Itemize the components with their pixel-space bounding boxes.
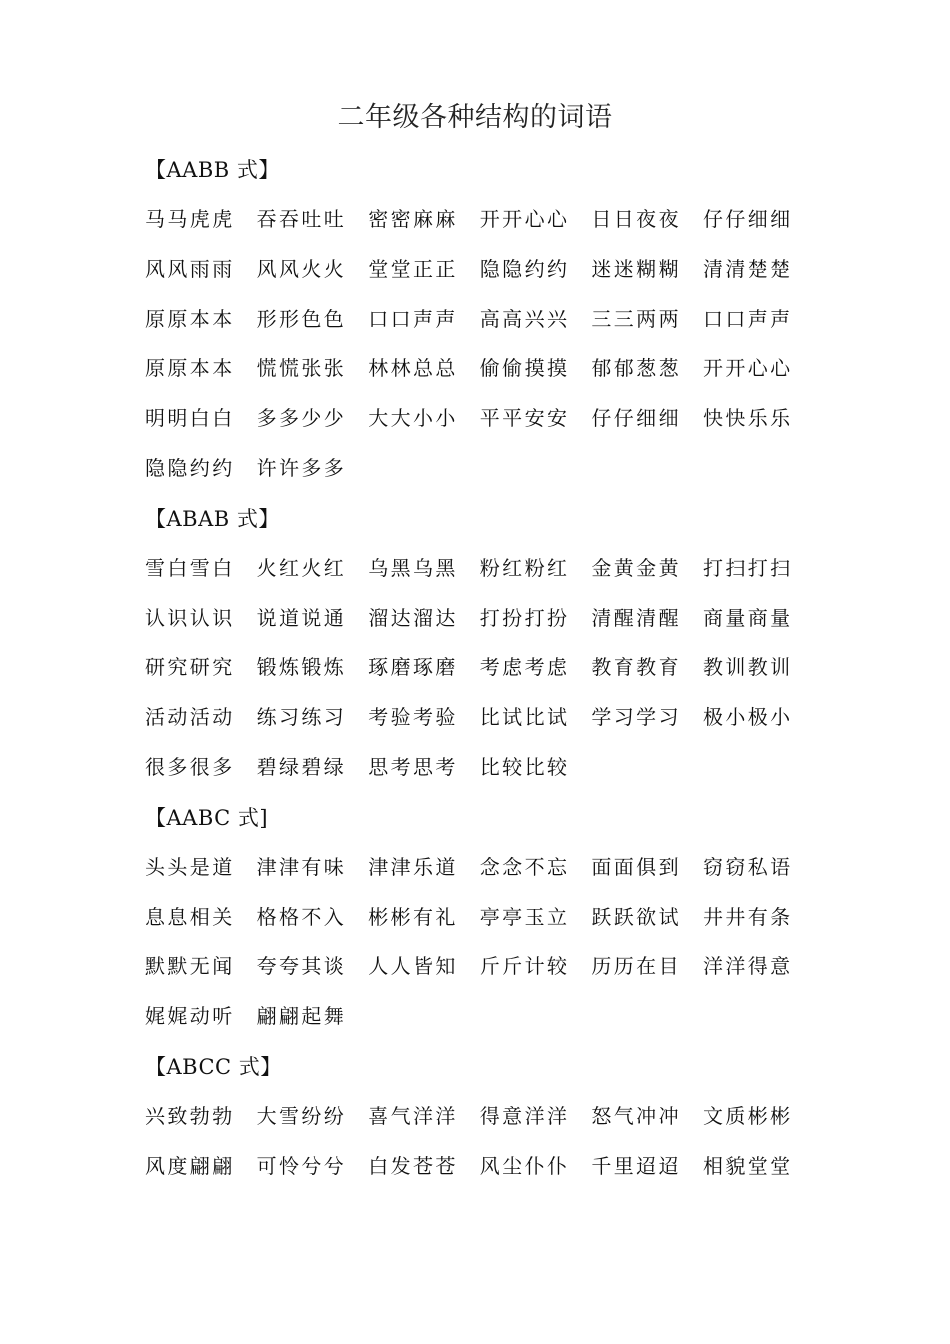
section-aabc xyxy=(145,793,845,1042)
section-abab xyxy=(145,494,845,793)
word-item: 可怜兮兮 xyxy=(256,1153,347,1178)
word-item: 喜气洋洋 xyxy=(368,1103,458,1128)
word-item: 大大小小 xyxy=(368,406,458,431)
section-heading: 【AABB 式】 xyxy=(145,158,280,182)
word-item: 文质彬彬 xyxy=(702,1103,793,1128)
section-abcc xyxy=(145,1042,845,1192)
word-item: 火红火红 xyxy=(256,555,347,580)
word-item: 息息相关 xyxy=(145,904,235,929)
word-item: 得意洋洋 xyxy=(479,1103,570,1128)
word-item: 白发苍苍 xyxy=(368,1153,458,1178)
word-item: 堂堂正正 xyxy=(368,256,458,281)
word-item: 跃跃欲试 xyxy=(591,904,681,929)
word-item: 很多很多 xyxy=(145,754,235,779)
word-item: 极小极小 xyxy=(702,705,793,730)
word-item: 兴致勃勃 xyxy=(145,1103,235,1128)
word-grid xyxy=(145,843,845,1042)
word-item: 清清楚楚 xyxy=(702,256,793,281)
word-item: 清醒清醒 xyxy=(591,605,681,630)
word-list-content xyxy=(145,145,845,1192)
section-aabb xyxy=(145,145,845,494)
word-item: 偷偷摸摸 xyxy=(479,356,570,381)
word-item: 原原本本 xyxy=(145,356,235,381)
word-item: 大雪纷纷 xyxy=(256,1103,347,1128)
word-item: 开开心心 xyxy=(702,356,793,381)
word-item: 慌慌张张 xyxy=(256,356,347,381)
word-item: 学习学习 xyxy=(591,705,681,730)
word-item: 碧绿碧绿 xyxy=(256,754,347,779)
word-item: 仔仔细细 xyxy=(591,406,681,431)
word-item: 隐隐约约 xyxy=(479,256,570,281)
word-item: 粉红粉红 xyxy=(479,555,570,580)
word-item: 溜达溜达 xyxy=(368,605,458,630)
word-item: 默默无闻 xyxy=(145,954,235,979)
section-heading: 【AABC 式] xyxy=(145,805,269,830)
word-item: 面面俱到 xyxy=(591,854,681,879)
section-heading: 【ABCC 式】 xyxy=(145,1054,282,1079)
word-item: 教育教育 xyxy=(591,655,681,680)
word-item: 考验考验 xyxy=(368,705,458,730)
word-item: 隐隐约约 xyxy=(145,455,235,480)
word-item: 吞吞吐吐 xyxy=(256,207,347,231)
word-item: 开开心心 xyxy=(479,207,570,231)
section-heading: 【ABAB 式】 xyxy=(145,506,280,531)
word-item: 雪白雪白 xyxy=(145,555,235,580)
word-item: 仔仔细细 xyxy=(702,207,793,231)
word-item: 思考思考 xyxy=(368,754,458,779)
word-item: 三三两两 xyxy=(591,306,681,331)
word-item: 平平安安 xyxy=(479,406,570,431)
word-item: 比试比试 xyxy=(479,705,570,730)
word-item: 怒气冲冲 xyxy=(591,1103,681,1128)
word-item: 念念不忘 xyxy=(479,854,570,879)
word-item: 津津乐道 xyxy=(368,854,458,879)
word-item: 琢磨琢磨 xyxy=(368,655,458,680)
word-item: 快快乐乐 xyxy=(702,406,793,431)
word-grid xyxy=(145,195,845,494)
word-item: 研究研究 xyxy=(145,655,235,680)
word-item: 商量商量 xyxy=(702,605,793,630)
word-item: 高高兴兴 xyxy=(479,306,570,331)
word-item: 说道说通 xyxy=(256,605,347,630)
word-item: 认识认识 xyxy=(145,605,235,630)
word-item: 头头是道 xyxy=(145,854,235,879)
word-item: 斤斤计较 xyxy=(479,954,570,979)
word-item: 历历在目 xyxy=(591,954,681,979)
word-item: 明明白白 xyxy=(145,406,235,431)
word-item: 活动活动 xyxy=(145,705,235,730)
word-item: 娓娓动听 xyxy=(145,1004,235,1029)
word-grid xyxy=(145,1092,845,1192)
word-item: 津津有味 xyxy=(256,854,347,879)
word-item: 亭亭玉立 xyxy=(479,904,570,929)
word-item: 打扫打扫 xyxy=(702,555,793,580)
word-item: 教训教训 xyxy=(702,655,793,680)
word-item: 金黄金黄 xyxy=(591,555,681,580)
word-item: 形形色色 xyxy=(256,306,347,331)
word-item: 郁郁葱葱 xyxy=(591,356,681,381)
word-item: 彬彬有礼 xyxy=(368,904,458,929)
word-item: 相貌堂堂 xyxy=(702,1153,793,1178)
word-item: 考虑考虑 xyxy=(479,655,570,680)
word-item: 风风雨雨 xyxy=(145,256,235,281)
word-grid xyxy=(145,544,845,793)
word-item: 千里迢迢 xyxy=(591,1153,681,1178)
word-item: 密密麻麻 xyxy=(368,207,458,231)
word-item: 锻炼锻炼 xyxy=(256,655,347,680)
word-item: 洋洋得意 xyxy=(702,954,793,979)
page-title: 二年级各种结构的词语 xyxy=(337,102,613,133)
word-item: 风度翩翩 xyxy=(145,1153,235,1178)
word-item: 井井有条 xyxy=(702,904,793,929)
word-item: 夸夸其谈 xyxy=(256,954,347,979)
word-item: 乌黑乌黑 xyxy=(368,555,458,580)
word-item: 窃窃私语 xyxy=(702,854,793,879)
word-item: 迷迷糊糊 xyxy=(591,256,681,281)
word-item: 风风火火 xyxy=(256,256,347,281)
word-item: 打扮打扮 xyxy=(479,605,570,630)
word-item: 口口声声 xyxy=(702,306,793,331)
word-item: 练习练习 xyxy=(256,705,347,730)
word-item: 马马虎虎 xyxy=(145,207,235,231)
word-item: 原原本本 xyxy=(145,306,235,331)
word-item: 人人皆知 xyxy=(368,954,458,979)
word-item: 格格不入 xyxy=(256,904,347,929)
word-item: 风尘仆仆 xyxy=(479,1153,570,1178)
word-item: 翩翩起舞 xyxy=(256,1004,347,1029)
word-item: 林林总总 xyxy=(368,356,458,381)
word-item: 多多少少 xyxy=(256,406,347,431)
word-item: 日日夜夜 xyxy=(591,207,681,231)
word-item: 许许多多 xyxy=(256,455,347,480)
word-item: 口口声声 xyxy=(368,306,458,331)
word-item: 比较比较 xyxy=(479,754,570,779)
